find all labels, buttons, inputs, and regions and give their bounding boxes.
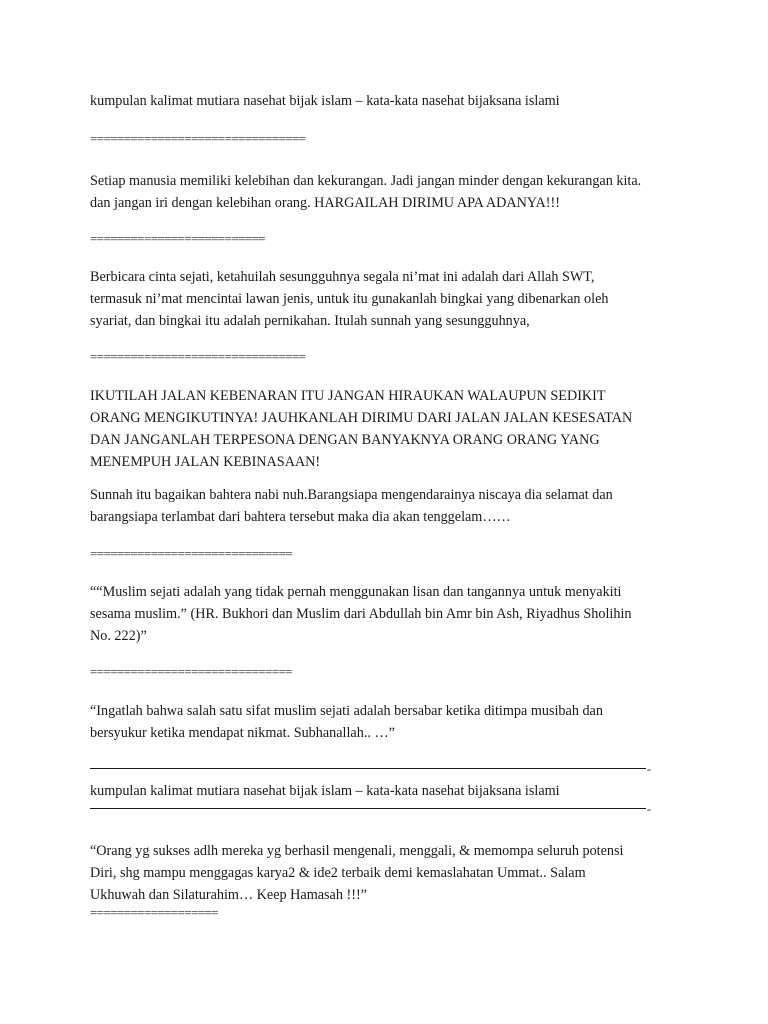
paragraph-line-caps: IKUTILAH JALAN KEBENARAN ITU JANGAN HIRAUKAN WALAUPUN SEDIKIT xyxy=(90,388,606,404)
document-title-line: kumpulan kalimat mutiara nasehat bijak islam – kata-kata nasehat bijaksana islami xyxy=(90,93,560,109)
separator: =================== xyxy=(90,905,218,920)
quote-line: ““Muslim sejati adalah yang tidak pernah menggunakan lisan dan tangannya untuk menyakiti xyxy=(90,584,622,600)
quote-line: “Orang yg sukses adlh mereka yg berhasil mengenali, menggali, & memompa seluruh potensi xyxy=(90,843,624,859)
separator: ========================== xyxy=(90,231,266,246)
rule-tail: - xyxy=(647,802,651,816)
quote-line: “Ingatlah bahwa salah satu sifat muslim sejati adalah bersabar ketika ditimpa musibah dan xyxy=(90,703,603,719)
quote-line: No. 222)” xyxy=(90,628,147,644)
quote-line: Ukhuwah dan Silaturahim… Keep Hamasah !!!” xyxy=(90,887,367,903)
quote-line: Diri, shg mampu menggagas karya2 & ide2 terbaik demi kemaslahatan Ummat.. Salam xyxy=(90,865,586,881)
document-title-repeat: kumpulan kalimat mutiara nasehat bijak islam – kata-kata nasehat bijaksana islami xyxy=(90,783,560,799)
paragraph-line-caps: MENEMPUH JALAN KEBINASAAN! xyxy=(90,454,321,470)
horizontal-rule xyxy=(90,768,646,769)
paragraph-line: barangsiapa terlambat dari bahtera tersebut maka dia akan tenggelam…… xyxy=(90,509,511,525)
paragraph-line: syariat, dan bingkai itu adalah pernikahan. Itulah sunnah yang sesungguhnya, xyxy=(90,313,530,329)
horizontal-rule xyxy=(90,808,646,809)
rule-tail: - xyxy=(647,762,651,776)
quote-line: sesama muslim.” (HR. Bukhori dan Muslim dari Abdullah bin Amr bin Ash, Riyadhus Sholihin xyxy=(90,606,632,622)
document-page xyxy=(90,0,690,1024)
quote-line: bersyukur ketika mendapat nikmat. Subhanallah.. …” xyxy=(90,725,395,741)
paragraph-line: termasuk ni’mat mencintai lawan jenis, untuk itu gunakanlah bingkai yang dibenarkan oleh xyxy=(90,291,609,307)
paragraph-line-caps: DAN JANGANLAH TERPESONA DENGAN BANYAKNYA ORANG ORANG YANG xyxy=(90,432,600,448)
separator: ============================== xyxy=(90,546,292,561)
separator: ============================== xyxy=(90,664,292,679)
paragraph-line: dan jangan iri dengan kelebihan orang. HARGAILAH DIRIMU APA ADANYA!!! xyxy=(90,195,560,211)
separator: ================================ xyxy=(90,349,306,364)
paragraph-line: Berbicara cinta sejati, ketahuilah sesungguhnya segala ni’mat ini adalah dari Allah SWT, xyxy=(90,269,595,285)
paragraph-line: Sunnah itu bagaikan bahtera nabi nuh.Barangsiapa mengendarainya niscaya dia selamat dan xyxy=(90,487,613,503)
paragraph-line-caps: ORANG MENGIKUTINYA! JAUHKANLAH DIRIMU DARI JALAN JALAN KESESATAN xyxy=(90,410,633,426)
separator: ================================ xyxy=(90,131,306,146)
paragraph-line: Setiap manusia memiliki kelebihan dan kekurangan. Jadi jangan minder dengan kekurangan kita. xyxy=(90,173,642,189)
